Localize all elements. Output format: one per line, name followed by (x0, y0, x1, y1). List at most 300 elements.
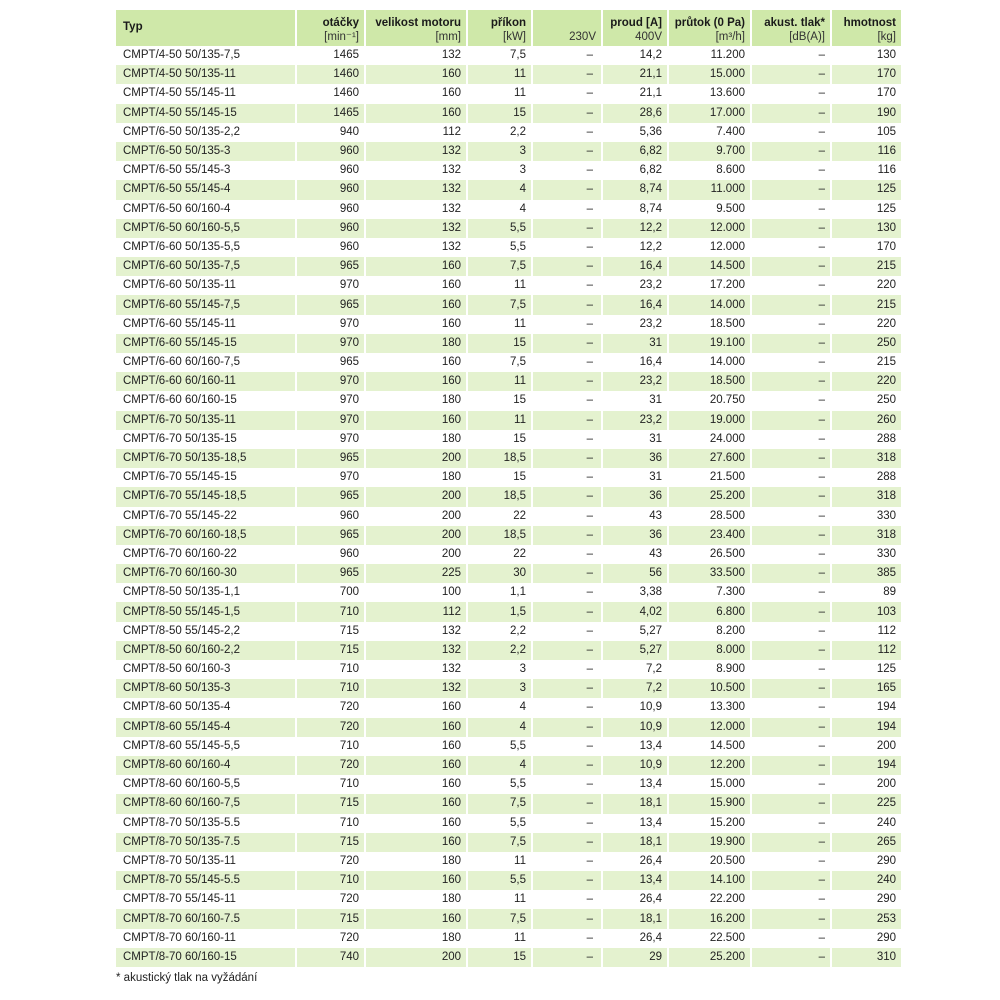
cell-velikost: 180 (365, 334, 467, 353)
cell-proud-230: – (532, 142, 602, 161)
cell-prutok: 18.500 (668, 372, 751, 391)
cell-prikon: 11 (467, 315, 532, 334)
cell-proud-230: – (532, 84, 602, 103)
cell-prikon: 22 (467, 507, 532, 526)
cell-typ: CMPT/8-60 55/145-5,5 (116, 737, 296, 756)
cell-otacky: 940 (296, 123, 365, 142)
cell-hmotnost: 170 (831, 84, 901, 103)
cell-proud-400: 10,9 (602, 698, 668, 717)
cell-tlak: – (751, 526, 831, 545)
cell-typ: CMPT/6-70 60/160-18,5 (116, 526, 296, 545)
cell-otacky: 710 (296, 814, 365, 833)
cell-tlak: – (751, 507, 831, 526)
cell-hmotnost: 103 (831, 602, 901, 621)
cell-prikon: 4 (467, 698, 532, 717)
cell-prutok: 15.200 (668, 814, 751, 833)
cell-velikost: 160 (365, 257, 467, 276)
cell-tlak: – (751, 814, 831, 833)
table-body (116, 46, 901, 967)
cell-prikon: 15 (467, 430, 532, 449)
cell-velikost: 160 (365, 718, 467, 737)
cell-otacky: 710 (296, 602, 365, 621)
cell-prutok: 15.000 (668, 775, 751, 794)
cell-otacky: 965 (296, 487, 365, 506)
cell-proud-400: 7,2 (602, 660, 668, 679)
table-row (116, 909, 901, 928)
cell-prikon: 1,1 (467, 583, 532, 602)
cell-typ: CMPT/8-70 60/160-15 (116, 948, 296, 967)
cell-hmotnost: 240 (831, 814, 901, 833)
table-row (116, 679, 901, 698)
table-row (116, 660, 901, 679)
cell-tlak: – (751, 909, 831, 928)
cell-hmotnost: 318 (831, 487, 901, 506)
table-row (116, 929, 901, 948)
cell-prutok: 15.900 (668, 794, 751, 813)
cell-prikon: 18,5 (467, 487, 532, 506)
cell-prikon: 11 (467, 65, 532, 84)
cell-typ: CMPT/6-70 50/135-11 (116, 411, 296, 430)
cell-prutok: 11.200 (668, 46, 751, 65)
cell-velikost: 160 (365, 833, 467, 852)
cell-proud-230: – (532, 449, 602, 468)
cell-tlak: – (751, 46, 831, 65)
cell-prutok: 22.200 (668, 890, 751, 909)
table-row (116, 411, 901, 430)
cell-proud-230: – (532, 852, 602, 871)
cell-hmotnost: 253 (831, 909, 901, 928)
cell-otacky: 960 (296, 200, 365, 219)
cell-otacky: 965 (296, 526, 365, 545)
cell-proud-230: – (532, 890, 602, 909)
cell-tlak: – (751, 391, 831, 410)
cell-proud-230: – (532, 641, 602, 660)
cell-tlak: – (751, 161, 831, 180)
header-prikon-unit: [kW] (503, 31, 526, 43)
cell-hmotnost: 130 (831, 46, 901, 65)
cell-proud-230: – (532, 737, 602, 756)
cell-tlak: – (751, 794, 831, 813)
cell-proud-230: – (532, 507, 602, 526)
cell-velikost: 132 (365, 180, 467, 199)
cell-velikost: 160 (365, 794, 467, 813)
cell-typ: CMPT/6-60 50/135-5,5 (116, 238, 296, 257)
footnote: * akustický tlak na vyžádání (116, 972, 258, 984)
cell-proud-230: – (532, 161, 602, 180)
table-row (116, 526, 901, 545)
cell-proud-230: – (532, 909, 602, 928)
table-header-row (116, 10, 901, 46)
cell-prutok: 14.100 (668, 871, 751, 890)
cell-otacky: 970 (296, 315, 365, 334)
cell-prutok: 7.300 (668, 583, 751, 602)
cell-typ: CMPT/8-70 50/135-11 (116, 852, 296, 871)
cell-proud-230: – (532, 430, 602, 449)
cell-prikon: 3 (467, 679, 532, 698)
cell-hmotnost: 330 (831, 507, 901, 526)
cell-proud-400: 21,1 (602, 84, 668, 103)
cell-proud-230: – (532, 295, 602, 314)
cell-prikon: 22 (467, 545, 532, 564)
cell-tlak: – (751, 84, 831, 103)
cell-velikost: 200 (365, 507, 467, 526)
cell-typ: CMPT/6-70 60/160-30 (116, 564, 296, 583)
cell-typ: CMPT/6-50 55/145-4 (116, 180, 296, 199)
cell-prutok: 20.750 (668, 391, 751, 410)
cell-proud-230: – (532, 814, 602, 833)
cell-prutok: 18.500 (668, 315, 751, 334)
cell-prikon: 11 (467, 890, 532, 909)
cell-proud-400: 12,2 (602, 238, 668, 257)
cell-tlak: – (751, 833, 831, 852)
header-hmotnost (831, 10, 901, 46)
cell-velikost: 160 (365, 295, 467, 314)
table-row (116, 257, 901, 276)
cell-velikost: 160 (365, 353, 467, 372)
cell-proud-230: – (532, 65, 602, 84)
cell-prutok: 25.200 (668, 487, 751, 506)
cell-prutok: 15.000 (668, 65, 751, 84)
table-row (116, 948, 901, 967)
cell-proud-230: – (532, 948, 602, 967)
table-row (116, 468, 901, 487)
table-row (116, 104, 901, 123)
cell-prutok: 26.500 (668, 545, 751, 564)
cell-typ: CMPT/8-60 50/135-3 (116, 679, 296, 698)
cell-proud-400: 26,4 (602, 929, 668, 948)
cell-otacky: 715 (296, 794, 365, 813)
cell-hmotnost: 385 (831, 564, 901, 583)
cell-otacky: 960 (296, 507, 365, 526)
cell-typ: CMPT/8-70 55/145-11 (116, 890, 296, 909)
cell-prikon: 15 (467, 104, 532, 123)
cell-proud-230: – (532, 679, 602, 698)
cell-proud-230: – (532, 123, 602, 142)
header-proud-230 (532, 10, 602, 46)
cell-typ: CMPT/6-50 60/160-4 (116, 200, 296, 219)
table-row (116, 871, 901, 890)
cell-otacky: 740 (296, 948, 365, 967)
cell-hmotnost: 215 (831, 353, 901, 372)
header-otacky-label: otáčky (322, 17, 359, 29)
cell-tlak: – (751, 430, 831, 449)
header-proud-label: proud [A] (610, 17, 662, 29)
cell-proud-400: 10,9 (602, 756, 668, 775)
table-row (116, 200, 901, 219)
table-row (116, 583, 901, 602)
cell-prikon: 15 (467, 334, 532, 353)
cell-typ: CMPT/8-70 55/145-5.5 (116, 871, 296, 890)
cell-tlak: – (751, 334, 831, 353)
header-otacky-unit: [min⁻¹] (324, 31, 359, 43)
header-typ-label: Typ (123, 21, 143, 33)
cell-prikon: 5,5 (467, 775, 532, 794)
cell-velikost: 132 (365, 660, 467, 679)
cell-prutok: 7.400 (668, 123, 751, 142)
cell-hmotnost: 310 (831, 948, 901, 967)
cell-prutok: 14.500 (668, 737, 751, 756)
cell-hmotnost: 194 (831, 756, 901, 775)
cell-prutok: 28.500 (668, 507, 751, 526)
cell-proud-400: 31 (602, 468, 668, 487)
cell-tlak: – (751, 718, 831, 737)
cell-typ: CMPT/8-60 55/145-4 (116, 718, 296, 737)
cell-typ: CMPT/6-60 50/135-7,5 (116, 257, 296, 276)
table-row (116, 449, 901, 468)
cell-velikost: 160 (365, 909, 467, 928)
cell-otacky: 720 (296, 890, 365, 909)
cell-proud-230: – (532, 353, 602, 372)
table-row (116, 295, 901, 314)
cell-velikost: 200 (365, 526, 467, 545)
cell-hmotnost: 215 (831, 257, 901, 276)
cell-otacky: 970 (296, 372, 365, 391)
cell-prutok: 14.500 (668, 257, 751, 276)
cell-proud-400: 8,74 (602, 200, 668, 219)
cell-proud-400: 3,38 (602, 583, 668, 602)
table-row (116, 180, 901, 199)
cell-prikon: 4 (467, 200, 532, 219)
cell-proud-230: – (532, 929, 602, 948)
cell-prikon: 7,5 (467, 794, 532, 813)
cell-otacky: 960 (296, 142, 365, 161)
cell-otacky: 970 (296, 430, 365, 449)
cell-proud-230: – (532, 372, 602, 391)
cell-hmotnost: 330 (831, 545, 901, 564)
cell-tlak: – (751, 315, 831, 334)
fan-spec-table (116, 10, 901, 967)
cell-hmotnost: 290 (831, 890, 901, 909)
cell-velikost: 180 (365, 391, 467, 410)
cell-otacky: 715 (296, 833, 365, 852)
cell-typ: CMPT/6-60 60/160-7,5 (116, 353, 296, 372)
cell-prikon: 7,5 (467, 46, 532, 65)
cell-velikost: 132 (365, 219, 467, 238)
table-row (116, 219, 901, 238)
cell-velikost: 132 (365, 46, 467, 65)
cell-typ: CMPT/8-70 50/135-7.5 (116, 833, 296, 852)
cell-proud-230: – (532, 219, 602, 238)
cell-proud-230: – (532, 276, 602, 295)
cell-proud-400: 5,27 (602, 641, 668, 660)
cell-proud-230: – (532, 756, 602, 775)
cell-velikost: 132 (365, 142, 467, 161)
cell-velikost: 112 (365, 602, 467, 621)
cell-prutok: 12.200 (668, 756, 751, 775)
table-row (116, 602, 901, 621)
cell-velikost: 200 (365, 487, 467, 506)
cell-tlak: – (751, 622, 831, 641)
cell-tlak: – (751, 219, 831, 238)
cell-typ: CMPT/6-70 60/160-22 (116, 545, 296, 564)
cell-proud-230: – (532, 200, 602, 219)
cell-prutok: 25.200 (668, 948, 751, 967)
cell-typ: CMPT/8-50 60/160-3 (116, 660, 296, 679)
cell-prikon: 11 (467, 411, 532, 430)
cell-prikon: 4 (467, 718, 532, 737)
table-row (116, 622, 901, 641)
cell-hmotnost: 194 (831, 698, 901, 717)
cell-proud-400: 7,2 (602, 679, 668, 698)
cell-hmotnost: 250 (831, 391, 901, 410)
cell-proud-400: 36 (602, 449, 668, 468)
cell-proud-400: 16,4 (602, 295, 668, 314)
cell-tlak: – (751, 871, 831, 890)
table-row (116, 46, 901, 65)
cell-velikost: 160 (365, 315, 467, 334)
cell-prikon: 3 (467, 660, 532, 679)
cell-prutok: 22.500 (668, 929, 751, 948)
table-row (116, 430, 901, 449)
cell-prikon: 11 (467, 84, 532, 103)
cell-proud-400: 28,6 (602, 104, 668, 123)
cell-typ: CMPT/6-60 55/145-7,5 (116, 295, 296, 314)
cell-tlak: – (751, 104, 831, 123)
header-prikon (467, 10, 532, 46)
cell-prutok: 19.000 (668, 411, 751, 430)
cell-tlak: – (751, 276, 831, 295)
cell-hmotnost: 215 (831, 295, 901, 314)
header-velikost-label: velikost motoru (375, 17, 461, 29)
cell-prikon: 7,5 (467, 833, 532, 852)
cell-typ: CMPT/4-50 50/135-7,5 (116, 46, 296, 65)
cell-typ: CMPT/6-50 50/135-3 (116, 142, 296, 161)
cell-hmotnost: 288 (831, 430, 901, 449)
cell-tlak: – (751, 890, 831, 909)
table-row (116, 794, 901, 813)
cell-prikon: 30 (467, 564, 532, 583)
cell-tlak: – (751, 487, 831, 506)
cell-velikost: 112 (365, 123, 467, 142)
cell-prikon: 1,5 (467, 602, 532, 621)
cell-velikost: 180 (365, 890, 467, 909)
cell-tlak: – (751, 411, 831, 430)
cell-typ: CMPT/6-60 55/145-15 (116, 334, 296, 353)
cell-tlak: – (751, 65, 831, 84)
cell-prikon: 5,5 (467, 871, 532, 890)
cell-proud-230: – (532, 564, 602, 583)
cell-typ: CMPT/8-70 50/135-5.5 (116, 814, 296, 833)
cell-proud-230: – (532, 583, 602, 602)
cell-hmotnost: 125 (831, 180, 901, 199)
cell-tlak: – (751, 180, 831, 199)
cell-otacky: 960 (296, 238, 365, 257)
header-prutok-unit: [m³/h] (715, 31, 745, 43)
cell-hmotnost: 116 (831, 161, 901, 180)
cell-prikon: 2,2 (467, 622, 532, 641)
table-row (116, 698, 901, 717)
cell-otacky: 965 (296, 353, 365, 372)
cell-hmotnost: 200 (831, 737, 901, 756)
cell-tlak: – (751, 353, 831, 372)
cell-otacky: 710 (296, 679, 365, 698)
cell-prutok: 13.600 (668, 84, 751, 103)
cell-typ: CMPT/6-60 55/145-11 (116, 315, 296, 334)
cell-proud-400: 23,2 (602, 276, 668, 295)
table-row (116, 65, 901, 84)
cell-tlak: – (751, 602, 831, 621)
cell-otacky: 710 (296, 737, 365, 756)
cell-proud-400: 13,4 (602, 775, 668, 794)
cell-proud-230: – (532, 660, 602, 679)
cell-otacky: 720 (296, 929, 365, 948)
cell-typ: CMPT/8-60 60/160-4 (116, 756, 296, 775)
table-row (116, 142, 901, 161)
cell-velikost: 200 (365, 545, 467, 564)
cell-otacky: 970 (296, 391, 365, 410)
header-velikost (365, 10, 467, 46)
cell-proud-400: 31 (602, 334, 668, 353)
cell-tlak: – (751, 545, 831, 564)
cell-tlak: – (751, 775, 831, 794)
header-tlak (751, 10, 831, 46)
cell-typ: CMPT/8-60 60/160-7,5 (116, 794, 296, 813)
cell-tlak: – (751, 123, 831, 142)
cell-hmotnost: 194 (831, 718, 901, 737)
cell-prikon: 18,5 (467, 526, 532, 545)
cell-prutok: 8.000 (668, 641, 751, 660)
cell-proud-400: 23,2 (602, 315, 668, 334)
cell-typ: CMPT/8-70 60/160-11 (116, 929, 296, 948)
cell-velikost: 180 (365, 430, 467, 449)
cell-otacky: 965 (296, 564, 365, 583)
table-row (116, 276, 901, 295)
cell-tlak: – (751, 929, 831, 948)
cell-typ: CMPT/4-50 50/135-11 (116, 65, 296, 84)
cell-proud-400: 43 (602, 545, 668, 564)
cell-proud-230: – (532, 718, 602, 737)
cell-proud-230: – (532, 698, 602, 717)
cell-prikon: 15 (467, 468, 532, 487)
cell-proud-400: 18,1 (602, 833, 668, 852)
cell-typ: CMPT/8-50 50/135-1,1 (116, 583, 296, 602)
cell-velikost: 100 (365, 583, 467, 602)
cell-otacky: 965 (296, 295, 365, 314)
cell-typ: CMPT/6-70 55/145-15 (116, 468, 296, 487)
table-row (116, 372, 901, 391)
cell-prikon: 15 (467, 948, 532, 967)
cell-prutok: 21.500 (668, 468, 751, 487)
cell-proud-400: 31 (602, 430, 668, 449)
cell-prutok: 14.000 (668, 295, 751, 314)
cell-velikost: 132 (365, 200, 467, 219)
cell-velikost: 160 (365, 871, 467, 890)
cell-typ: CMPT/6-60 60/160-15 (116, 391, 296, 410)
cell-typ: CMPT/8-50 55/145-2,2 (116, 622, 296, 641)
header-tlak-label: akust. tlak* (764, 17, 825, 29)
cell-prutok: 27.600 (668, 449, 751, 468)
cell-tlak: – (751, 449, 831, 468)
cell-hmotnost: 220 (831, 276, 901, 295)
table-row (116, 641, 901, 660)
cell-prutok: 10.500 (668, 679, 751, 698)
table-row (116, 737, 901, 756)
table-row (116, 775, 901, 794)
cell-prikon: 5,5 (467, 814, 532, 833)
table-row (116, 353, 901, 372)
cell-proud-400: 23,2 (602, 372, 668, 391)
cell-proud-400: 8,74 (602, 180, 668, 199)
cell-velikost: 200 (365, 449, 467, 468)
cell-typ: CMPT/6-50 60/160-5,5 (116, 219, 296, 238)
cell-proud-400: 18,1 (602, 794, 668, 813)
cell-proud-400: 13,4 (602, 737, 668, 756)
cell-tlak: – (751, 660, 831, 679)
cell-prikon: 4 (467, 180, 532, 199)
spec-table-container (116, 10, 896, 967)
cell-prutok: 19.100 (668, 334, 751, 353)
header-hmotnost-unit: [kg] (877, 31, 896, 43)
